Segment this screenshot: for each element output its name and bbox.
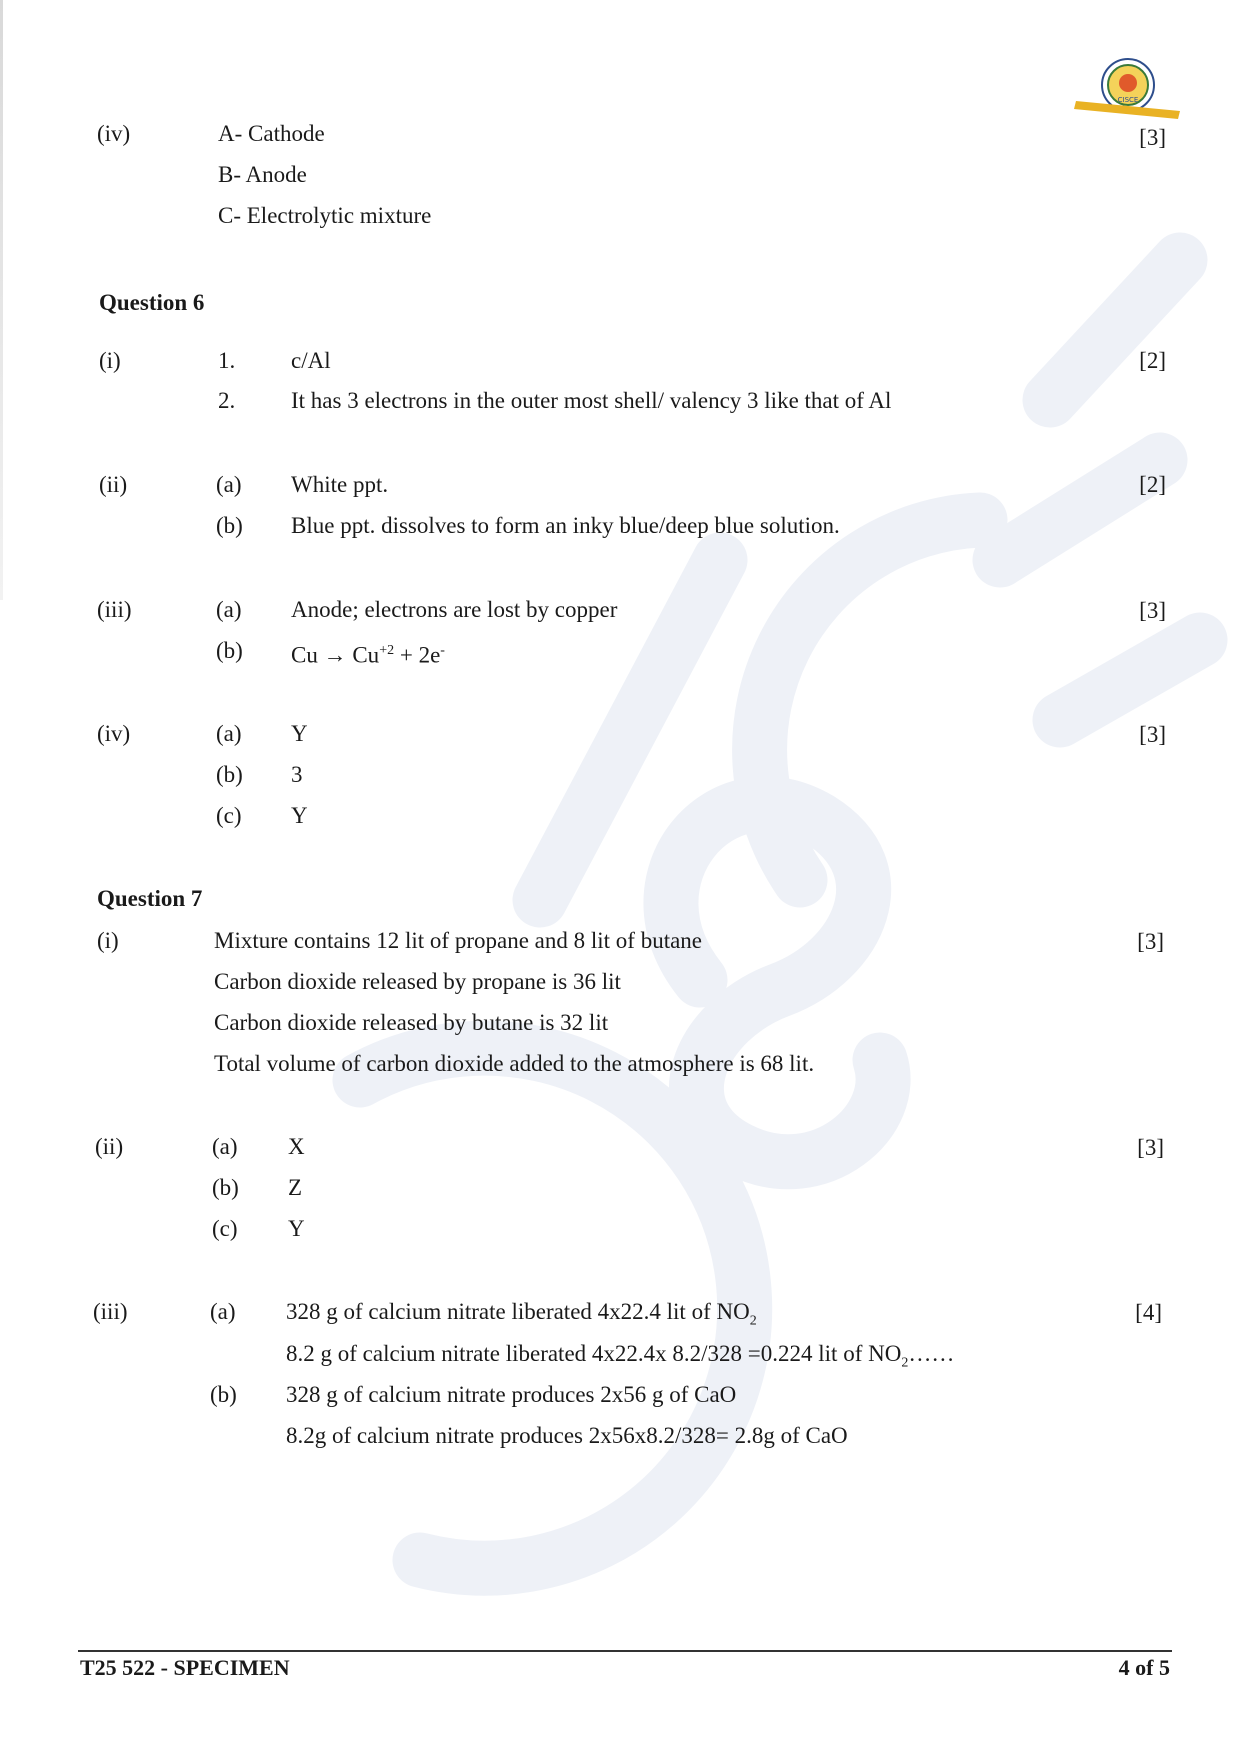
q7-ii-a-num: (a)	[212, 1134, 238, 1159]
question-6-heading: Question 6	[99, 290, 205, 315]
q7-i-line-4: Total volume of carbon dioxide added to the atmosphere is 68 lit.	[214, 1051, 815, 1076]
q7-iii-b-line-2: 8.2g of calcium nitrate produces 2x56x8.2/328= 2.8g of CaO	[286, 1423, 848, 1448]
page-number: 4 of 5	[1118, 1655, 1170, 1680]
paper-code: T25 522 - SPECIMEN	[80, 1655, 290, 1680]
q6-ii-a-text: White ppt.	[291, 472, 389, 497]
q6-i-marks: [2]	[1139, 348, 1166, 373]
q6-iii-label: (iii)	[97, 597, 132, 622]
q7-iii-a-line-1: 328 g of calcium nitrate liberated 4x22.4 lit of $NO_2$	[286, 1299, 757, 1329]
q6-iv-marks: [3]	[1139, 722, 1166, 747]
q6-iv-label: (iv)	[97, 721, 131, 746]
q6-i-2-text: It has 3 electrons in the outer most shell/ valency 3 like that of Al	[291, 388, 892, 413]
q6-iii-marks: [3]	[1139, 598, 1166, 623]
q6-ii-label: (ii)	[99, 472, 128, 497]
q6-iv-a-text: Y	[291, 721, 308, 746]
q7-ii-c-num: (c)	[212, 1216, 238, 1241]
q6-iii-b-num: (b)	[216, 638, 243, 663]
q7-i-line-1: Mixture contains 12 lit of propane and 8 lit of butane	[214, 928, 702, 953]
question-7-heading: Question 7	[97, 886, 203, 911]
q7-ii-c-text: Y	[288, 1216, 305, 1241]
q5-iv-label: (iv)	[97, 121, 131, 146]
q7-i-marks: [3]	[1137, 929, 1164, 954]
q5-iv-line-c: C- Electrolytic mixture	[218, 203, 432, 228]
q5-iv-marks: [3]	[1139, 125, 1166, 150]
q6-iv-b-text: 3	[291, 762, 303, 787]
cisce-logo	[1072, 55, 1184, 135]
q7-i-label: (i)	[97, 928, 119, 953]
reaction-arrow: →	[323, 642, 347, 668]
q6-i-2-num: 2.	[218, 388, 236, 413]
q7-ii-a-text: X	[288, 1134, 305, 1159]
q6-i-1-text: c/Al	[291, 348, 331, 373]
q6-iv-c-num: (c)	[216, 803, 242, 828]
q7-iii-a-num: (a)	[210, 1299, 236, 1324]
q7-ii-label: (ii)	[95, 1134, 124, 1159]
q6-iv-c-text: Y	[291, 803, 308, 828]
q7-i-line-2: Carbon dioxide released by propane is 36 lit	[214, 969, 621, 994]
q7-ii-b-text: Z	[288, 1175, 303, 1200]
q7-ii-marks: [3]	[1137, 1135, 1164, 1160]
q7-iii-label: (iii)	[93, 1299, 128, 1324]
q6-i-label: (i)	[99, 348, 121, 373]
scan-edge	[0, 0, 3, 600]
q7-iii-b-num: (b)	[210, 1382, 237, 1407]
q6-i-1-num: 1.	[218, 348, 236, 373]
q6-iii-a-text: Anode; electrons are lost by copper	[291, 597, 618, 622]
q7-i-line-3: Carbon dioxide released by butane is 32 lit	[214, 1010, 609, 1035]
q6-iii-a-num: (a)	[216, 597, 242, 622]
q7-iii-marks: [4]	[1135, 1300, 1162, 1325]
q5-iv-line-b: B- Anode	[218, 162, 307, 187]
svg-text:CISCE: CISCE	[1117, 96, 1139, 104]
q6-ii-b-num: (b)	[216, 513, 243, 538]
q7-iii-b-line-1: 328 g of calcium nitrate produces 2x56 g of CaO	[286, 1382, 737, 1407]
q5-iv-line-a: A- Cathode	[218, 121, 325, 146]
q7-ii-b-num: (b)	[212, 1175, 239, 1200]
q6-iv-b-num: (b)	[216, 762, 243, 787]
q6-ii-a-num: (a)	[216, 472, 242, 497]
footer-divider	[78, 1650, 1172, 1652]
q7-iii-a-line-2: 8.2 g of calcium nitrate liberated 4x22.4x 8.2/328 =0.224 lit of $NO_2\dots\dots$	[286, 1341, 955, 1371]
q6-ii-marks: [2]	[1139, 472, 1166, 497]
q6-ii-b-text: Blue ppt. dissolves to form an inky blue/deep blue solution.	[291, 513, 840, 538]
q6-iv-a-num: (a)	[216, 721, 242, 746]
q6-iii-b-equation: $Cu \to Cu^{+2} + 2e^-$	[291, 642, 445, 668]
